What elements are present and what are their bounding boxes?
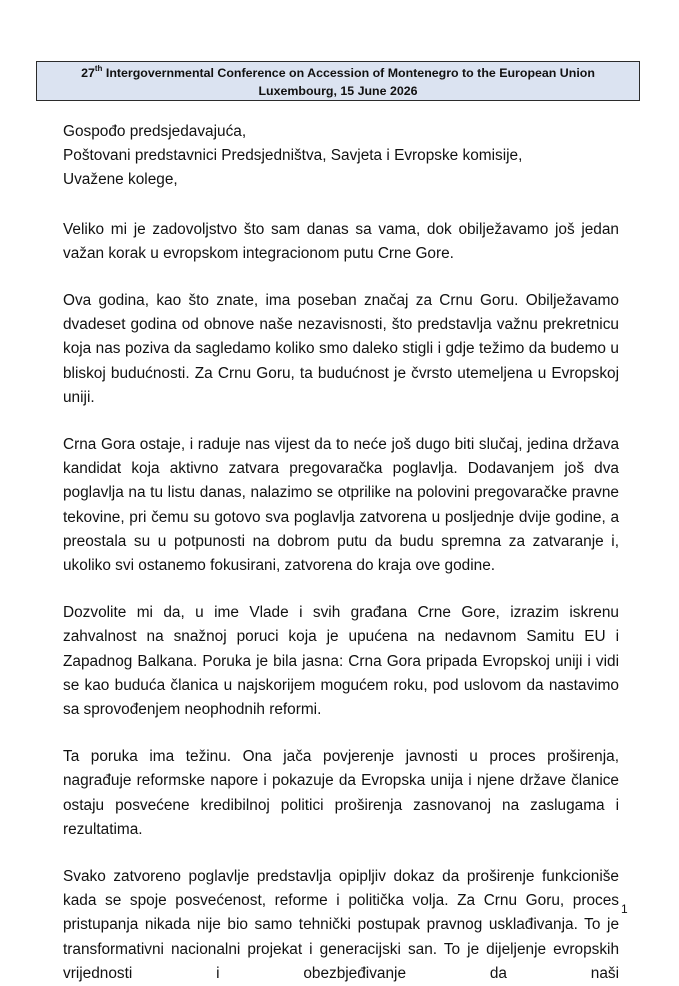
conference-title [37,64,639,82]
salutation-line: Uvažene kolege, [63,171,178,189]
paragraph: Ova godina, kao što znate, ima poseban značaj za Crnu Goru. Obilježavamo dvadeset godina od obnove naše nezavisnosti, što predstavlja važnu prekretnicu koja nas poziva da sagledamo koliko smo daleko stigli i gdje težimo da budemo u bliskoj budućnosti. Za Crnu Goru, ta budućnost je čvrsto utemeljena u Evropskoj uniji. [63,292,619,406]
paragraph: Ta poruka ima težinu. Ona jača povjerenje javnosti u proces proširenja, nagrađuje reformske napore i pokazuje da Evropska unija i njene države članice ostaju posvećene kredibilnoj politici proširenja zasnovanoj na zaslugama i rezultatima. [63,748,619,838]
paragraph: Veliko mi je zadovoljstvo što sam danas sa vama, dok obilježavamo još jedan važan korak u evropskom integracionom putu Crne Gore. [63,220,619,262]
salutation-line: Poštovani predstavnici Predsjedništva, Savjeta i Evropske komisije, [63,147,523,165]
title-ordinal: th [94,63,103,73]
salutation-line: Gospođo predsjedavajuća, [63,123,247,140]
title-text: Intergovernmental Conference on Accession of Montenegro to the European Union [102,66,595,80]
paragraph: Svako zatvoreno poglavlje predstavlja opipljiv dokaz da proširenje funkcioniše kada se spoje posvećenost, reforme i politička volja. Za Crnu Goru, proces pristupanja nikada nije bio samo tehnički postupak pravnog usklađivanja. To je transformativni nacionalni projekat i generacijski san. To je dijeljenje evropskih vrijednosti i obezbjeđivanje da naši [63,868,619,982]
conference-header [36,61,640,101]
title-number: 27 [81,66,95,80]
page-number: 1 [621,902,628,916]
paragraph: Dozvolite mi da, u ime Vlade i svih građana Crne Gore, izrazim iskrenu zahvalnost na snažnoj poruci koja je upućena na nedavnom Samitu EU i Zapadnog Balkana. Poruka je bila jasna: Crna Gora pripada Evropskoj uniji i vidi se kao buduća članica u najskorijem mogućem roku, pod uslovom da nastavimo sa sprovođenjem neophodnih reformi. [63,604,619,719]
conference-location-date: Luxembourg, 15 June 2026 [258,84,418,98]
salutation [63,120,619,193]
paragraph: Crna Gora ostaje, i raduje nas vijest da to neće još dugo biti slučaj, jedina država kandidat koja aktivno zatvara pregovaračka poglavlja. Dodavanjem još dva poglavlja na tu listu danas, nalazimo se otprilike na polovini pregovaračke pravne tekovine, pri čemu su gotovo sva poglavlja zatvorena u posljednje dvije godine, a preostala su u potpunosti na dobrom putu da budu spremna za zatvaranje i, ukoliko svi ostanemo fokusirani, zatvorena do kraja ove godine. [63,436,619,575]
speech-body [63,120,619,986]
